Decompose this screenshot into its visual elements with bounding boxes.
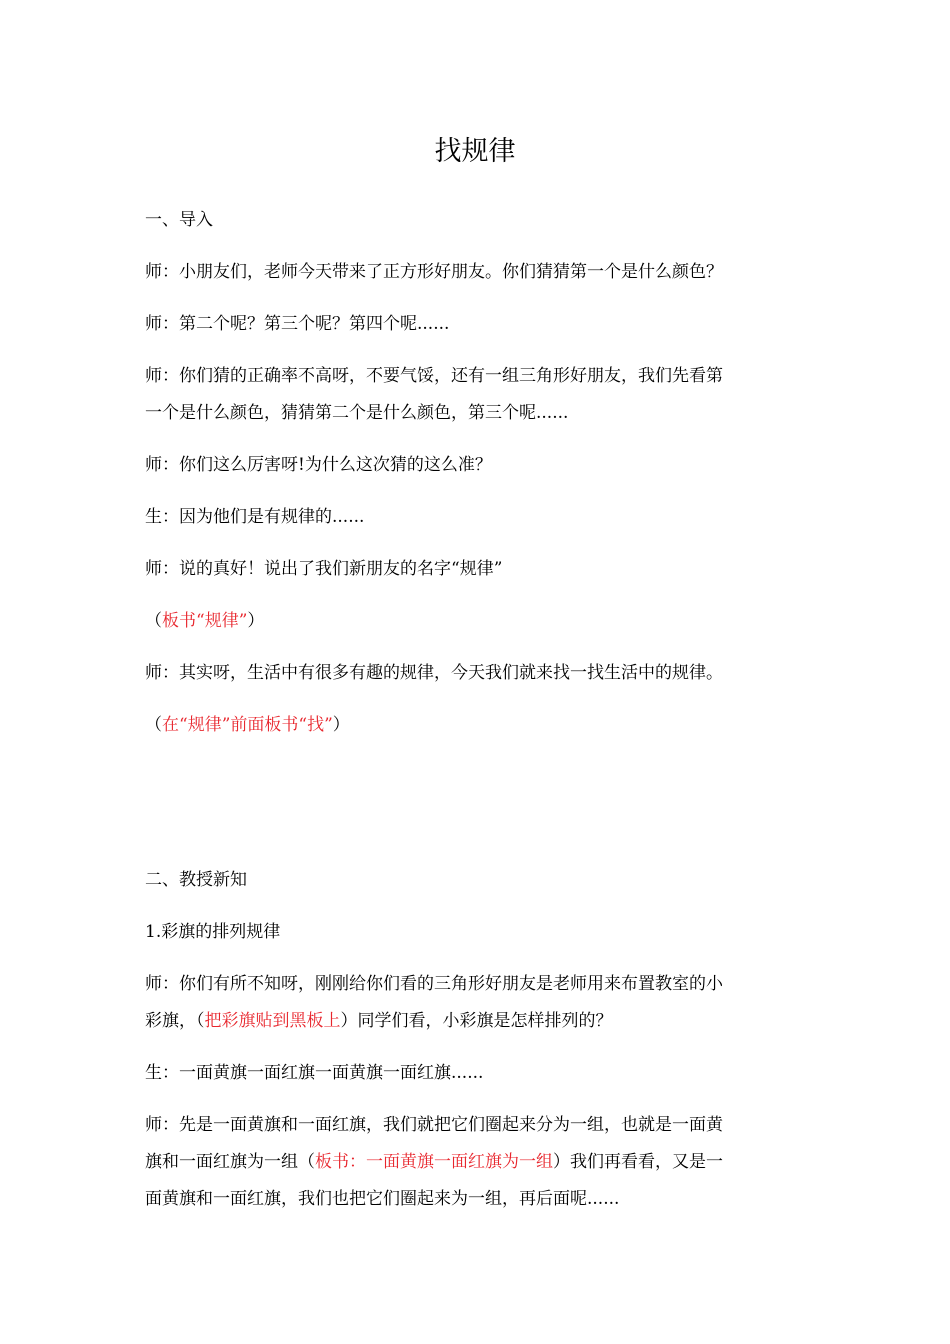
dialogue-line: 一个是什么颜色，猜猜第二个是什么颜色，第三个呢...... xyxy=(145,403,569,423)
note-paren-close: ） xyxy=(247,611,265,631)
note-paren-open: （ xyxy=(145,715,162,735)
text-run: 旗和一面红旗为一组（ xyxy=(145,1152,315,1172)
board-note-text: 板书：一面黄旗一面红旗为一组 xyxy=(315,1152,553,1172)
dialogue-line: 生：一面黄旗一面红旗一面黄旗一面红旗...... xyxy=(145,1063,484,1083)
dialogue-line: 师：其实呀，生活中有很多有趣的规律，今天我们就来找一找生活中的规律。 xyxy=(145,663,723,683)
page-title: 找规律 xyxy=(434,136,516,167)
board-note-text: 在“规律”前面板书“找” xyxy=(162,715,333,735)
dialogue-line: 生：因为他们是有规律的...... xyxy=(145,507,365,527)
note-paren-close: ） xyxy=(332,715,350,735)
text-run: 彩旗，（ xyxy=(145,1011,205,1031)
dialogue-line: 师：你们这么厉害呀!为什么这次猜的这么准？ xyxy=(145,455,492,475)
subsection-heading: 1.彩旗的排列规律 xyxy=(145,922,281,942)
board-note-text: 板书“规律” xyxy=(162,611,248,631)
section-heading-intro: 一、导入 xyxy=(145,210,213,230)
dialogue-line: 师：你们有所不知呀，刚刚给你们看的三角形好朋友是老师用来布置教室的小 xyxy=(145,974,723,994)
board-note xyxy=(145,602,810,640)
board-note-text: 把彩旗贴到黑板上 xyxy=(204,1011,341,1031)
dialogue-line: 师：你们猜的正确率不高呀，不要气馁，还有一组三角形好朋友，我们先看第 xyxy=(145,366,723,386)
dialogue-line: 师：说的真好！说出了我们新朋友的名字“规律” xyxy=(145,559,503,579)
note-paren-open: （ xyxy=(145,611,162,631)
section-heading-new-knowledge: 二、教授新知 xyxy=(145,870,247,890)
dialogue-line xyxy=(145,1002,810,1040)
dialogue-line: 师：先是一面黄旗和一面红旗，我们就把它们圈起来分为一组，也就是一面黄 xyxy=(145,1115,723,1135)
text-run: ）同学们看，小彩旗是怎样排列的？ xyxy=(340,1011,613,1031)
text-run: ）我们再看看，又是一 xyxy=(553,1152,723,1172)
dialogue-line: 师：第二个呢？第三个呢？第四个呢...... xyxy=(145,314,450,334)
dialogue-line xyxy=(145,1143,810,1181)
dialogue-line: 师：小朋友们，老师今天带来了正方形好朋友。你们猜猜第一个是什么颜色？ xyxy=(145,262,723,282)
board-note xyxy=(145,706,810,744)
dialogue-line: 面黄旗和一面红旗，我们也把它们圈起来为一组，再后面呢...... xyxy=(145,1189,620,1209)
